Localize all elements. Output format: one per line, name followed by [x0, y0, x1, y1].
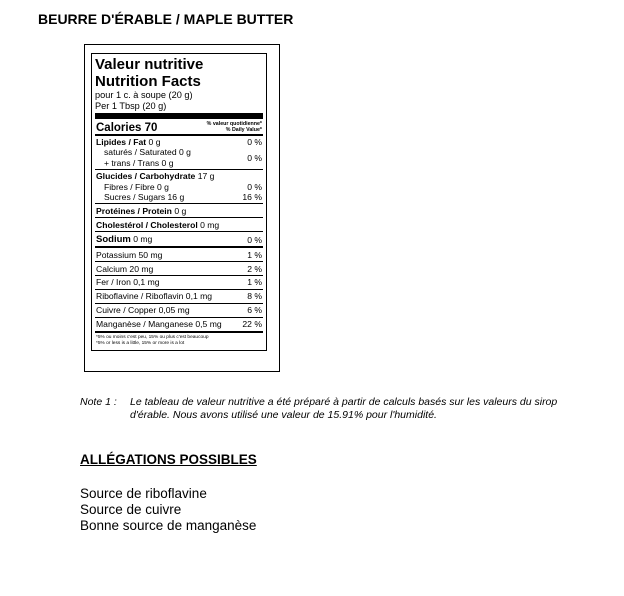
footnote-en: *5% or less is a little, 15% or more is a lot	[96, 340, 185, 346]
mineral-row	[95, 275, 263, 289]
protein-row	[95, 203, 263, 217]
mineral-label: Fer / Iron 0,1 mg	[96, 277, 160, 288]
claim-item: Source de riboflavine	[80, 486, 207, 501]
mineral-row	[95, 261, 263, 275]
claims-title: ALLÉGATIONS POSSIBLES	[80, 452, 257, 467]
fat-name: Lipides / Fat	[96, 137, 147, 147]
mineral-row	[95, 289, 263, 303]
dv-header-en: % Daily Value*	[225, 127, 262, 133]
sodium-row	[95, 231, 263, 246]
mineral-dv: 22 %	[242, 319, 262, 330]
sodium-name: Sodium	[96, 233, 131, 245]
mineral-row	[95, 248, 263, 261]
protein-name: Protéines / Protein	[96, 205, 172, 216]
fibre-dv: 0 %	[247, 181, 262, 192]
fat-group	[95, 136, 263, 169]
sat-trans-dv: 0 %	[247, 152, 262, 163]
cholesterol-amount: 0 mg	[200, 219, 220, 230]
claims-list	[80, 486, 256, 534]
mineral-dv: 1 %	[247, 277, 262, 288]
carb-name: Glucides / Carbohydrate	[96, 171, 196, 182]
sodium-dv: 0 %	[247, 234, 262, 245]
dv-header	[207, 121, 262, 133]
mineral-label: Manganèse / Manganese 0,5 mg	[96, 319, 222, 330]
sodium-amount: 0 mg	[133, 233, 153, 244]
mineral-label: Cuivre / Copper 0,05 mg	[96, 305, 190, 316]
mineral-dv: 6 %	[247, 305, 262, 316]
title-fr: Valeur nutritive	[95, 56, 204, 73]
cholesterol-name: Cholestérol / Cholesterol	[96, 219, 198, 230]
mineral-dv: 1 %	[247, 249, 262, 260]
nutrition-facts-table	[91, 53, 267, 351]
carb-group	[95, 169, 263, 203]
protein-amount: 0 g	[174, 205, 187, 216]
mineral-label: Calcium 20 mg	[96, 263, 154, 274]
mineral-dv: 2 %	[247, 263, 262, 274]
trans: + trans / Trans 0 g	[104, 157, 174, 168]
footnote-fr: *5% ou moins c'est peu, 15% ou plus c'est beaucoup	[96, 334, 209, 340]
note-label: Note 1 :	[80, 396, 117, 408]
cholesterol-row	[95, 217, 263, 231]
claim-item: Bonne source de manganèse	[80, 518, 257, 533]
fibre: Fibres / Fibre 0 g	[104, 181, 169, 192]
calories: Calories 70	[96, 121, 158, 134]
serving-en: Per 1 Tbsp (20 g)	[95, 101, 167, 111]
mineral-row	[95, 303, 263, 317]
sugars-dv: 16 %	[242, 192, 262, 203]
footnote	[95, 331, 263, 347]
note-text: Le tableau de valeur nutritive a été préparé à partir de calculs basés sur les valeurs du sirop d'érable. Nous avons utilisé une valeur de 15.91% pour l'humidité.	[130, 396, 558, 421]
page-title: BEURRE D'ÉRABLE / MAPLE BUTTER	[38, 11, 294, 27]
fat-dv: 0 %	[247, 137, 262, 147]
saturated: saturés / Saturated 0 g	[104, 147, 191, 158]
calories-row	[95, 119, 263, 134]
claim-item: Source de cuivre	[80, 502, 182, 517]
mineral-row	[95, 317, 263, 331]
mineral-label: Potassium 50 mg	[96, 249, 163, 260]
note	[80, 396, 610, 422]
carb-amount: 17 g	[197, 171, 215, 182]
mineral-label: Riboflavine / Riboflavin 0,1 mg	[96, 291, 213, 302]
sugars: Sucres / Sugars 16 g	[104, 192, 185, 203]
mineral-dv: 8 %	[247, 291, 262, 302]
title-en: Nutrition Facts	[95, 73, 201, 90]
serving-fr: pour 1 c. à soupe (20 g)	[95, 90, 193, 100]
fat-amount: 0 g	[148, 137, 161, 147]
dv-header-fr: % valeur quotidienne*	[206, 121, 262, 127]
